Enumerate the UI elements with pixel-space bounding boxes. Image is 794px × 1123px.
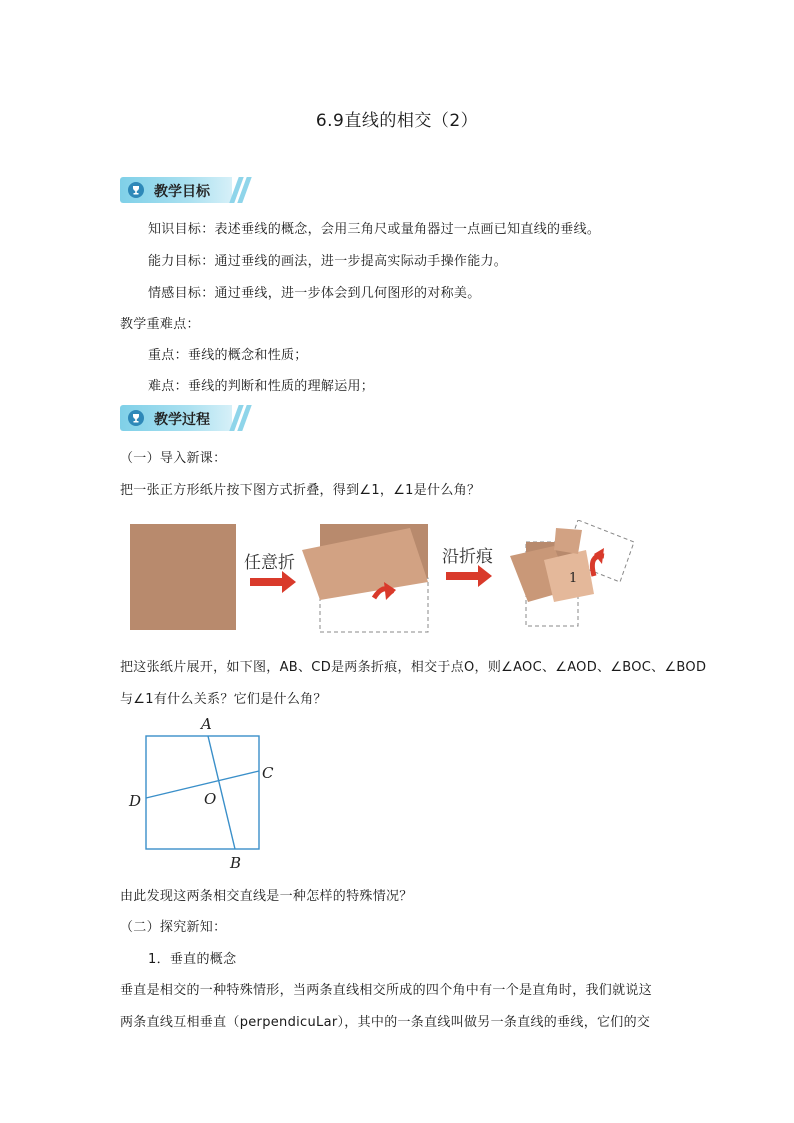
- square-outline: [146, 736, 259, 849]
- difficult-point: 难点：垂线的判断和性质的理解运用；: [148, 379, 375, 394]
- trophy-icon: [128, 182, 144, 198]
- right-arrow-icon: [250, 571, 296, 593]
- definition-line2: 两条直线互相垂直（perpendicuLar），其中的一条直线叫做另一条直线的垂线，它们的交: [120, 1015, 651, 1030]
- goal-ability: 能力目标：通过垂线的画法，进一步提高实际动手操作能力。: [148, 254, 508, 269]
- line-CD: [146, 771, 259, 798]
- goal-knowledge: 知识目标：表述垂线的概念，会用三角尺或量角器过一点画已知直线的垂线。: [148, 222, 601, 237]
- question-fold: 把一张正方形纸片按下图方式折叠，得到∠1，∠1是什么角？: [120, 483, 481, 498]
- point-O-label: O: [204, 790, 217, 808]
- step-explore: （二）探究新知：: [120, 920, 227, 935]
- right-arrow-icon: [446, 565, 492, 587]
- section-label-goals: 教学目标: [154, 184, 210, 200]
- subsection-perpendicular: 1．垂直的概念: [148, 952, 237, 967]
- discover-question: 由此发现这两条相交直线是一种怎样的特殊情况？: [120, 889, 413, 904]
- paper-folding-figure: [124, 520, 644, 638]
- point-B-label: B: [230, 854, 242, 872]
- key-point: 重点：垂线的概念和性质；: [148, 348, 308, 363]
- fold-label-crease: 沿折痕: [442, 547, 493, 567]
- section-header-goals: [120, 177, 248, 203]
- point-A-label: A: [201, 715, 212, 733]
- key-difficult-heading: 教学重难点：: [120, 317, 200, 332]
- definition-line1: 垂直是相交的一种特殊情形，当两条直线相交所成的四个角中有一个是直角时，我们就说这: [120, 983, 653, 998]
- square-paper: [130, 524, 236, 630]
- point-D-label: D: [129, 792, 142, 810]
- intersecting-lines-figure: [124, 712, 284, 872]
- goal-emotion: 情感目标：通过垂线，进一步体会到几何图形的对称美。: [148, 286, 481, 301]
- angle-1-label: 1: [569, 571, 578, 586]
- unfold-text-line1: 把这张纸片展开，如下图，AB、CD是两条折痕，相交于点O，则∠AOC、∠AOD、∠BOC、∠BOD: [120, 660, 707, 675]
- section-header-process: [120, 405, 248, 431]
- step-intro: （一）导入新课：: [120, 451, 227, 466]
- fold-label-arbitrary: 任意折: [244, 553, 295, 573]
- trophy-icon: [128, 410, 144, 426]
- unfold-text-line2: 与∠1有什么关系？它们是什么角？: [120, 692, 327, 707]
- point-C-label: C: [262, 764, 274, 782]
- section-label-process: 教学过程: [154, 412, 210, 428]
- page-title: 6.9直线的相交（2）: [315, 111, 479, 131]
